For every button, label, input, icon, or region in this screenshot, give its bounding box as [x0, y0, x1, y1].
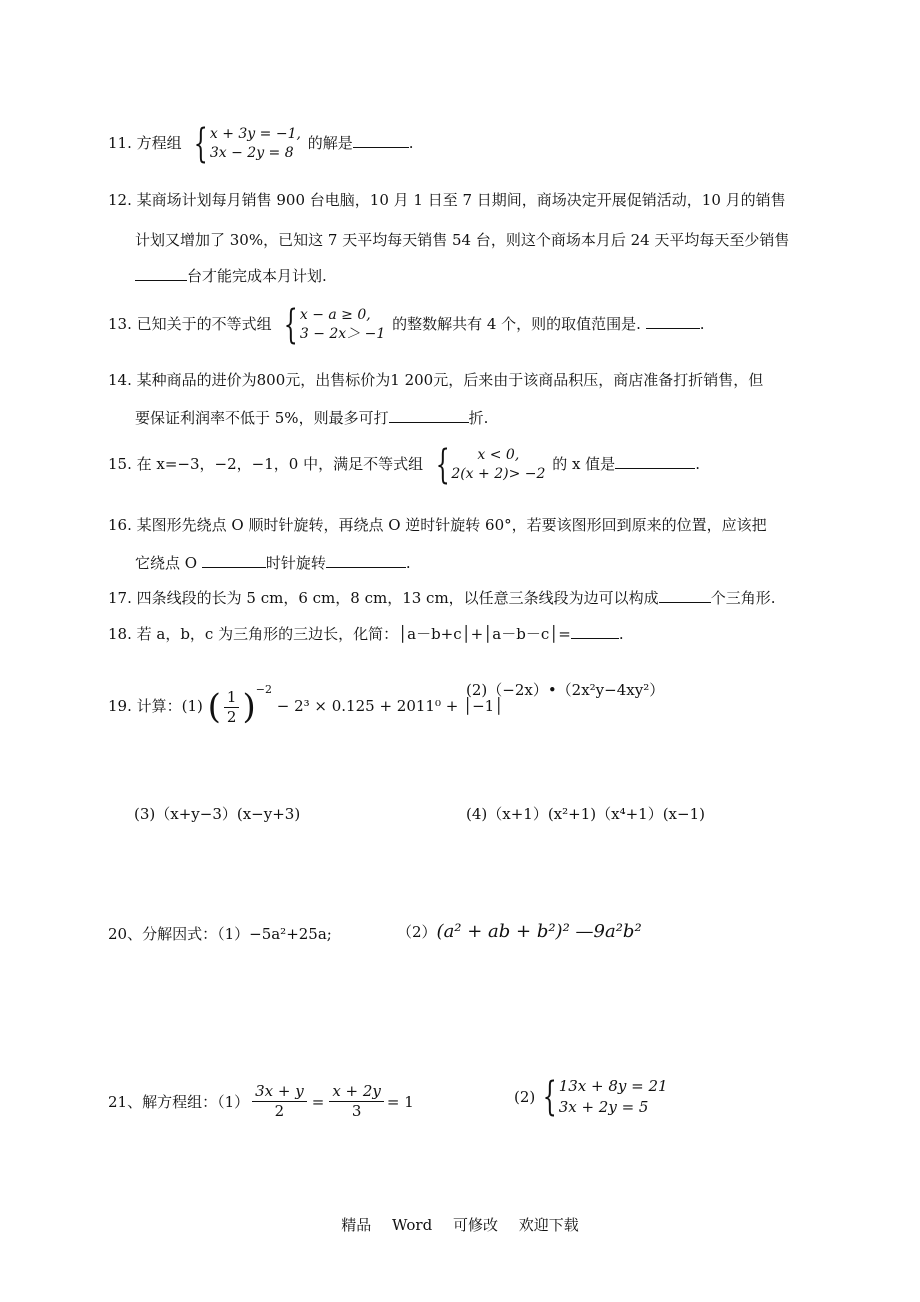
q11-system: [188, 121, 301, 167]
q21-f1-num: 3x + y: [252, 1082, 307, 1102]
footer: [0, 1214, 920, 1235]
q21-prefix: 21、解方程组：（1）: [108, 1092, 250, 1111]
q13-eq1: x − a ≥ 0,: [299, 307, 371, 323]
q14-answer-blank[interactable]: [389, 408, 469, 423]
footer-text-c: 可修改: [452, 1216, 498, 1234]
q14-line2-end: 折.: [468, 409, 489, 427]
right-paren: ): [242, 687, 256, 727]
q14-line2-text: 要保证利润率不低于 5%，则最多可打: [135, 409, 389, 427]
q16-direction-blank[interactable]: [202, 553, 266, 568]
q14-line1: 14. 某种商品的进价为800元，出售标价为1 200元，后来由于该商品积压，商店准备打折销售，但: [108, 371, 764, 389]
q19-frac-den: 2: [226, 707, 237, 726]
question-15: [108, 442, 700, 488]
q19-expr1: − 2³ × 0.125 + 2011⁰ + │−1│: [276, 697, 504, 715]
q16-line2-end: .: [405, 554, 411, 572]
footer-text-d: 欢迎下载: [518, 1216, 579, 1234]
q21-system: [537, 1076, 667, 1118]
equals-sign: =: [311, 1092, 325, 1111]
q21-part2: [514, 1076, 670, 1118]
q11-answer-blank[interactable]: [353, 133, 409, 148]
q21-eq1: 13x + 8y = 21: [558, 1077, 668, 1095]
q12-line2: 计划又增加了 30%，已知这 7 天平均每天销售 54 台，则这个商场本月后 24 天平均每天至少销售: [135, 231, 790, 249]
q13-answer-blank[interactable]: [646, 314, 700, 329]
q13-prefix: 13. 已知关于的不等式组: [108, 315, 272, 333]
q15-end: .: [695, 455, 700, 473]
q18-answer-blank[interactable]: [571, 624, 619, 639]
q16-line2-mid: 时针旋转: [265, 554, 326, 572]
q17-answer-blank[interactable]: [659, 588, 711, 603]
q13-system: [278, 302, 386, 348]
q15-eq2: 2(x + 2)> −2: [451, 466, 546, 482]
q16-line1: 16. 某图形先绕点 O 顺时针旋转，再绕点 O 逆时针旋转 60°，若要该图形回到原来的位置，应该把: [108, 516, 767, 534]
q20-part2-expr: (a² + ab + b²)² —9a²b²: [436, 921, 642, 942]
q16-angle-blank[interactable]: [326, 553, 406, 568]
q19-part2: (2)（−2x）•（2x²y−4xy²）: [466, 681, 665, 699]
q19-fraction: [224, 688, 240, 727]
q21-f2-num: x + 2y: [329, 1082, 384, 1102]
q15-system: [430, 442, 546, 488]
q19-part4: (4)（x+1）(x²+1)（x⁴+1）(x−1): [466, 805, 705, 823]
footer-text-a: 精品: [341, 1216, 372, 1234]
question-13: [108, 302, 705, 348]
left-paren: (: [207, 687, 221, 727]
q21-eq-end: = 1: [386, 1092, 414, 1111]
q16-line2-text: 它绕点 O: [135, 554, 198, 572]
q20-part2-label: （2）: [397, 923, 437, 941]
q18-text: 18. 若 a，b，c 为三角形的三边长，化简：│a－b+c│+│a－b－c│=: [108, 625, 571, 643]
q20-part2: [397, 918, 642, 946]
footer-text-b: Word: [392, 1216, 433, 1234]
q12-line3: [135, 266, 327, 286]
question-18: [108, 624, 624, 644]
q15-eq1: x < 0,: [477, 447, 520, 463]
brace-icon: {: [284, 302, 299, 348]
q21-part2-label: (2): [514, 1088, 536, 1106]
brace-icon: {: [194, 121, 209, 167]
q11-suffix: 的解是: [307, 134, 353, 152]
q21-part1: [108, 1082, 414, 1121]
q18-end: .: [618, 625, 624, 643]
q15-suffix: 的 x 值是: [552, 455, 616, 473]
q21-f2-den: 3: [351, 1102, 362, 1120]
q12-line3-text: 台才能完成本月计划.: [187, 267, 327, 285]
q11-eq1: x + 3y = −1,: [209, 126, 301, 142]
brace-icon: {: [542, 1074, 557, 1120]
q21-fraction-2: [329, 1082, 384, 1121]
q13-eq2: 3 − 2x＞ −1: [299, 326, 386, 342]
q21-eq2: 3x + 2y = 5: [558, 1098, 649, 1116]
q11-end: .: [408, 134, 414, 152]
question-19-part1: [108, 680, 503, 727]
question-11: [108, 121, 414, 167]
q19-frac-num: 1: [224, 688, 240, 708]
brace-icon: {: [435, 442, 450, 488]
q13-suffix: 的整数解共有 4 个，则的取值范围是.: [392, 315, 641, 333]
q13-end: .: [699, 315, 705, 333]
q19-prefix: 19. 计算：(1): [108, 697, 203, 715]
q19-part3: (3)（x+y−3）(x−y+3): [134, 805, 301, 823]
q15-prefix: 15. 在 x=−3，−2，−1，0 中，满足不等式组: [108, 455, 424, 473]
q14-line2: [135, 408, 488, 428]
q12-line1: 12. 某商场计划每月销售 900 台电脑，10 月 1 日至 7 日期间，商场决定开展促销活动，10 月的销售: [108, 191, 786, 209]
q11-eq2: 3x − 2y = 8: [209, 145, 294, 161]
q12-answer-blank[interactable]: [135, 266, 187, 281]
q21-fraction-1: [252, 1082, 307, 1121]
question-17: [108, 588, 775, 608]
q15-answer-blank[interactable]: [615, 454, 695, 469]
q17-text: 17. 四条线段的长为 5 cm，6 cm，8 cm，13 cm，以任意三条线段为边可以构成: [108, 589, 659, 607]
q17-suffix: 个三角形.: [710, 589, 776, 607]
q19-exponent: −2: [255, 683, 272, 696]
q16-line2: [135, 553, 411, 573]
q20-part1: 20、分解因式：（1）−5a²+25a;: [108, 925, 332, 943]
q21-f1-den: 2: [274, 1102, 285, 1120]
q11-prefix: 11. 方程组: [108, 134, 182, 152]
